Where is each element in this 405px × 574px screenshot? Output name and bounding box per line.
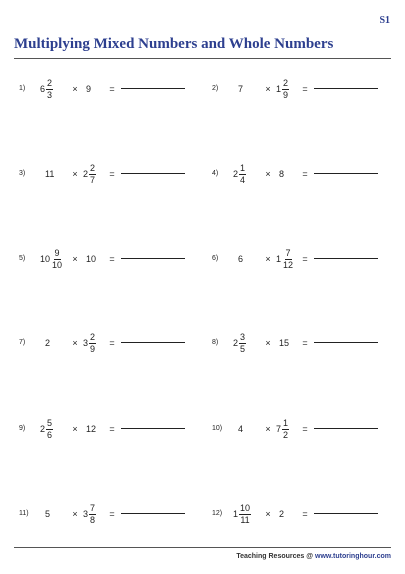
left-whole: 1	[233, 509, 239, 519]
problem-number: 6)	[212, 255, 219, 262]
numerator: 1	[240, 162, 246, 173]
problem-10	[212, 414, 382, 444]
multiply-sign: ×	[72, 338, 78, 348]
problem-number: 3)	[19, 170, 26, 177]
equals-sign: =	[109, 338, 115, 348]
problem-number: 11)	[19, 510, 29, 517]
numerator: 2	[47, 77, 53, 88]
right-operand	[276, 74, 289, 104]
right-operand	[86, 74, 92, 104]
left-whole: 10	[40, 254, 51, 264]
problem-4	[212, 159, 382, 189]
right-fraction	[282, 249, 294, 270]
right-operand	[279, 499, 285, 529]
right-whole: 3	[83, 338, 89, 348]
left-whole: 2	[40, 424, 46, 434]
equals-sign: =	[109, 509, 115, 519]
denominator: 8	[90, 514, 96, 525]
numerator: 2	[90, 162, 96, 173]
answer-blank[interactable]	[121, 342, 185, 343]
numerator: 1	[283, 417, 289, 428]
right-operand	[83, 499, 96, 529]
left-operand	[45, 499, 51, 529]
right-whole: 8	[279, 169, 285, 179]
problem-number: 12)	[212, 510, 223, 517]
answer-blank[interactable]	[121, 428, 185, 429]
left-fraction	[239, 164, 246, 185]
answer-blank[interactable]	[314, 173, 378, 174]
answer-blank[interactable]	[314, 258, 378, 259]
top-rule	[14, 58, 391, 59]
numerator: 2	[283, 77, 289, 88]
multiply-sign: ×	[265, 509, 271, 519]
denominator: 5	[240, 343, 246, 354]
right-operand	[276, 414, 289, 444]
right-operand	[86, 244, 97, 274]
problem-2	[212, 74, 382, 104]
problem-number: 4)	[212, 170, 219, 177]
footer	[236, 553, 391, 560]
left-operand	[233, 499, 251, 529]
denominator: 9	[90, 343, 96, 354]
right-operand	[279, 328, 290, 358]
multiply-sign: ×	[265, 338, 271, 348]
left-whole: 2	[233, 338, 239, 348]
answer-blank[interactable]	[314, 342, 378, 343]
equals-sign: =	[302, 84, 308, 94]
denominator: 4	[240, 174, 246, 185]
problem-number: 8)	[212, 339, 219, 346]
left-operand	[238, 244, 244, 274]
problem-7	[19, 328, 189, 358]
numerator: 7	[90, 502, 96, 513]
right-fraction	[89, 164, 96, 185]
right-whole: 12	[86, 424, 97, 434]
problem-8	[212, 328, 382, 358]
numerator: 9	[54, 247, 60, 258]
equals-sign: =	[302, 254, 308, 264]
problem-9	[19, 414, 189, 444]
numerator: 10	[240, 502, 251, 513]
left-fraction	[51, 249, 63, 270]
problem-number: 2)	[212, 85, 219, 92]
multiply-sign: ×	[72, 84, 78, 94]
equals-sign: =	[302, 338, 308, 348]
left-whole: 6	[238, 254, 244, 264]
answer-blank[interactable]	[121, 513, 185, 514]
right-whole: 7	[276, 424, 282, 434]
left-whole: 7	[238, 84, 244, 94]
problem-6	[212, 244, 382, 274]
left-whole: 6	[40, 84, 46, 94]
left-operand	[233, 159, 246, 189]
denominator: 9	[283, 89, 289, 100]
denominator: 6	[47, 429, 53, 440]
right-whole: 2	[279, 509, 285, 519]
bottom-rule	[14, 547, 391, 548]
left-whole: 11	[45, 169, 55, 179]
right-operand	[83, 159, 96, 189]
right-whole: 10	[86, 254, 97, 264]
multiply-sign: ×	[72, 169, 78, 179]
answer-blank[interactable]	[121, 258, 185, 259]
left-fraction	[239, 333, 246, 354]
right-fraction	[282, 79, 289, 100]
left-whole: 2	[45, 338, 51, 348]
answer-blank[interactable]	[314, 513, 378, 514]
problem-1	[19, 74, 189, 104]
problem-number: 9)	[19, 425, 26, 432]
sheet-code: S1	[379, 15, 390, 26]
left-fraction	[46, 419, 53, 440]
denominator: 3	[47, 89, 53, 100]
problem-3	[19, 159, 189, 189]
answer-blank[interactable]	[121, 173, 185, 174]
left-operand	[40, 244, 63, 274]
equals-sign: =	[109, 254, 115, 264]
right-whole: 2	[83, 169, 89, 179]
footer-label: Teaching Resources @	[236, 553, 314, 560]
denominator: 7	[90, 174, 96, 185]
numerator: 2	[90, 331, 96, 342]
problem-number: 7)	[19, 339, 26, 346]
multiply-sign: ×	[265, 169, 271, 179]
denominator: 11	[240, 514, 250, 525]
multiply-sign: ×	[72, 254, 78, 264]
left-fraction	[239, 504, 251, 525]
left-whole: 5	[45, 509, 51, 519]
footer-url[interactable]: www.tutoringhour.com	[315, 553, 391, 560]
right-fraction	[282, 419, 289, 440]
multiply-sign: ×	[72, 509, 78, 519]
problem-11	[19, 499, 189, 529]
problem-12	[212, 499, 382, 529]
numerator: 5	[47, 417, 53, 428]
right-operand	[276, 244, 294, 274]
left-operand	[40, 414, 53, 444]
answer-blank[interactable]	[121, 88, 185, 89]
left-whole: 4	[238, 424, 244, 434]
left-operand	[40, 74, 53, 104]
answer-blank[interactable]	[314, 428, 378, 429]
left-operand	[233, 328, 246, 358]
right-fraction	[89, 333, 96, 354]
right-whole: 9	[86, 84, 92, 94]
equals-sign: =	[109, 424, 115, 434]
right-whole: 1	[276, 254, 282, 264]
right-fraction	[89, 504, 96, 525]
right-whole: 1	[276, 84, 282, 94]
numerator: 3	[240, 331, 246, 342]
left-operand	[45, 159, 55, 189]
right-operand	[279, 159, 285, 189]
right-whole: 15	[279, 338, 290, 348]
numerator: 7	[285, 247, 291, 258]
multiply-sign: ×	[265, 84, 271, 94]
right-whole: 3	[83, 509, 89, 519]
multiply-sign: ×	[265, 254, 271, 264]
left-fraction	[46, 79, 53, 100]
left-operand	[45, 328, 51, 358]
denominator: 2	[283, 429, 289, 440]
right-operand	[83, 328, 96, 358]
equals-sign: =	[109, 169, 115, 179]
equals-sign: =	[302, 424, 308, 434]
problem-number: 10)	[212, 425, 223, 432]
equals-sign: =	[302, 169, 308, 179]
equals-sign: =	[109, 84, 115, 94]
problem-number: 5)	[19, 255, 26, 262]
denominator: 10	[52, 259, 63, 270]
left-operand	[238, 74, 244, 104]
left-whole: 2	[233, 169, 239, 179]
problem-5	[19, 244, 189, 274]
problem-number: 1)	[19, 85, 26, 92]
worksheet-title: Multiplying Mixed Numbers and Whole Numbers	[14, 36, 334, 52]
answer-blank[interactable]	[314, 88, 378, 89]
right-operand	[86, 414, 97, 444]
multiply-sign: ×	[265, 424, 271, 434]
equals-sign: =	[302, 509, 308, 519]
multiply-sign: ×	[72, 424, 78, 434]
left-operand	[238, 414, 244, 444]
denominator: 12	[283, 259, 294, 270]
